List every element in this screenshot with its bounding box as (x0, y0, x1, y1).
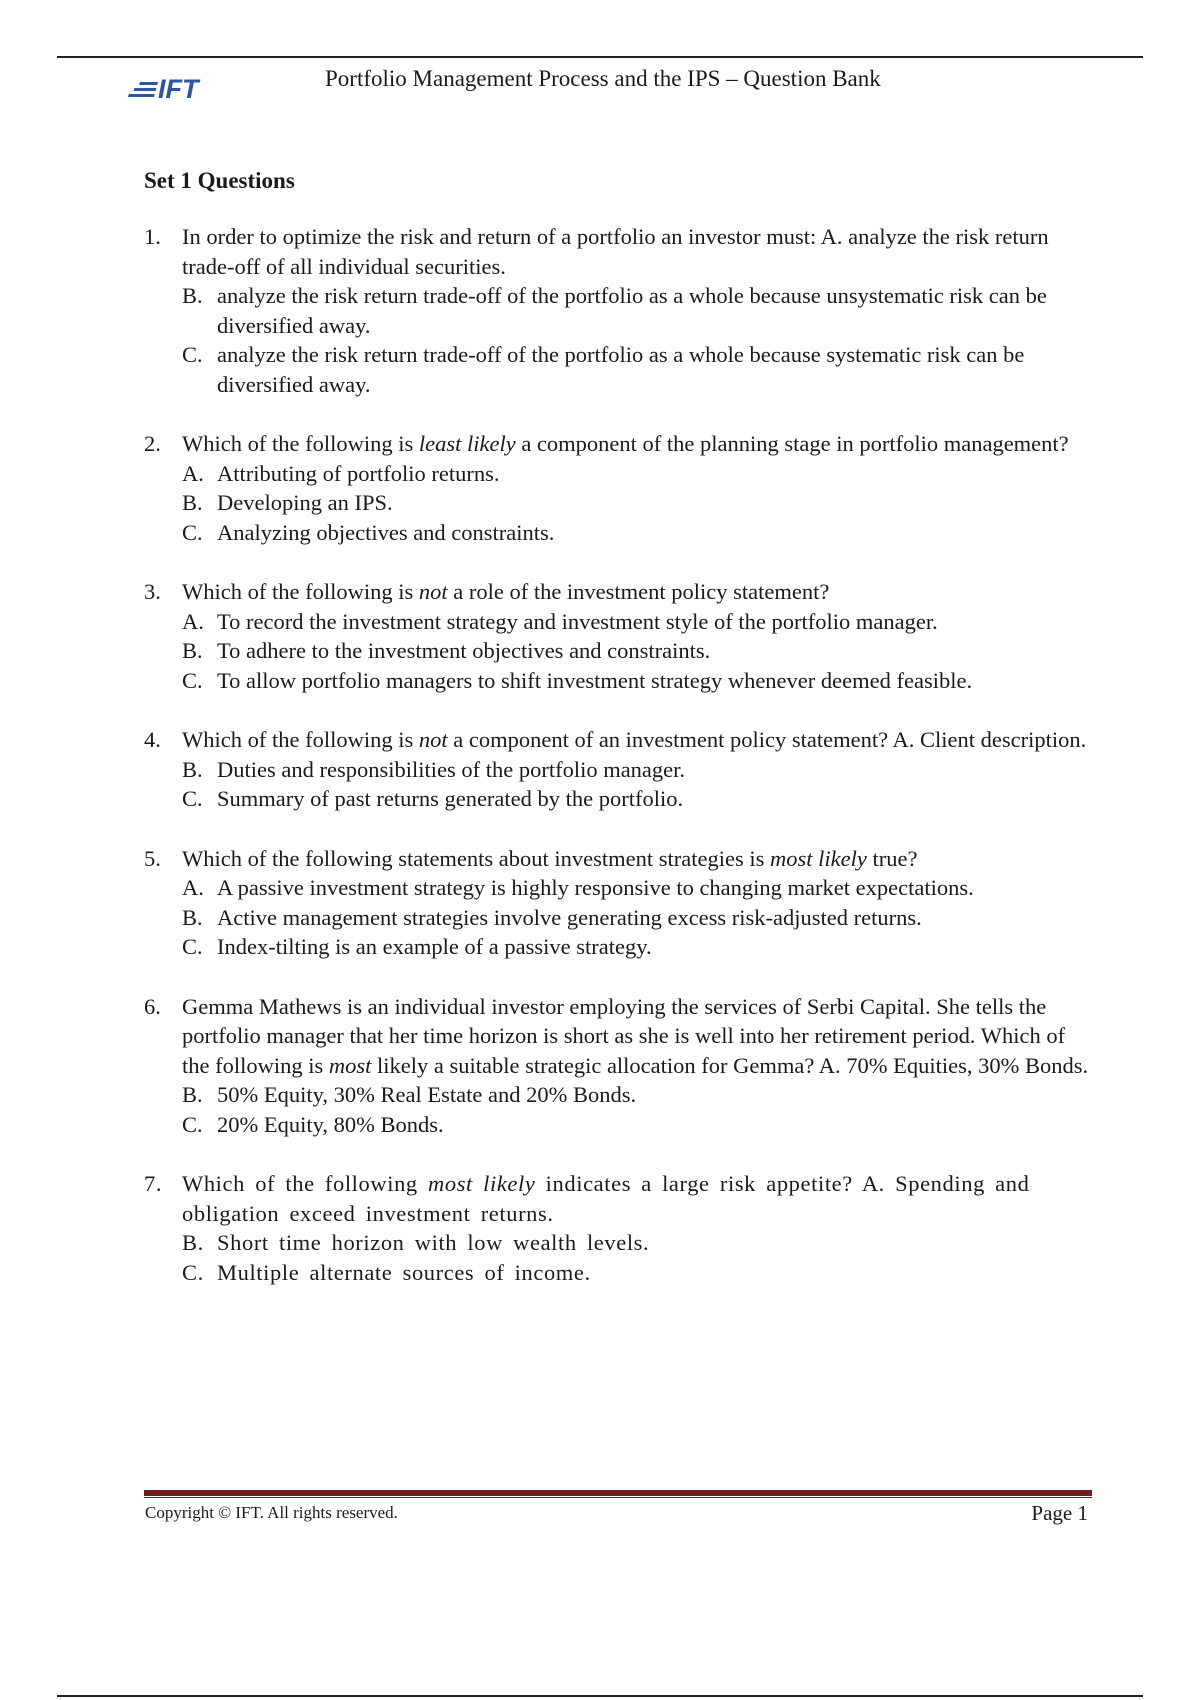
option-text: Attributing of portfolio returns. (217, 460, 500, 486)
logo-text: IFT (158, 73, 199, 104)
option-letter: C. (182, 667, 203, 693)
option-text: analyze the risk return trade-off of the portfolio as a whole because systematic risk can be diversified away. (217, 342, 1025, 397)
answer-option (182, 1228, 1094, 1258)
answer-option (182, 932, 1094, 962)
option-text: To adhere to the investment objectives and constraints. (217, 638, 711, 663)
stem-text: Which of the following statements about investment strategies is (182, 845, 770, 871)
option-letter: B. (182, 1230, 204, 1255)
option-text: Short time horizon with low wealth levels. (217, 1230, 650, 1255)
question-stem (182, 429, 1094, 459)
copyright-text: Copyright © IFT. All rights reserved. (145, 1503, 398, 1522)
option-text: analyze the risk return trade-off of the portfolio as a whole because unsystematic risk can be diversified away. (217, 283, 1047, 338)
question-number: 7. (144, 1171, 163, 1196)
answer-option (182, 903, 1094, 933)
question-number: 2. (144, 431, 161, 456)
stem-text-after: a component of the planning stage in portfolio management? (515, 431, 1069, 456)
stem-text: Which of the following (182, 1171, 428, 1196)
option-letter: C. (182, 519, 203, 545)
top-rule (57, 56, 1143, 58)
question-number: 5. (144, 845, 161, 871)
answer-option (182, 518, 1094, 548)
option-letter: C. (182, 342, 203, 367)
answer-option (182, 1110, 1094, 1140)
option-text: Analyzing objectives and constraints. (217, 519, 555, 545)
option-text: Index-tilting is an example of a passive strategy. (217, 934, 652, 959)
option-letter: B. (182, 638, 203, 663)
option-text: A passive investment strategy is highly responsive to changing market expectations. (217, 875, 974, 900)
logo-bars-icon (128, 82, 158, 97)
page-header (0, 64, 1200, 104)
stem-text: Which of the following is (182, 431, 419, 456)
page-number: Page 1 (1031, 1501, 1088, 1525)
stem-text-after: true? (866, 845, 918, 871)
option-letter: A. (182, 460, 204, 486)
stem-text-after: a component of an investment policy statement? A. Client description. (447, 727, 1087, 752)
question-number: 3. (144, 579, 161, 604)
stem-emphasis: not (418, 727, 448, 752)
answer-option (182, 873, 1094, 903)
footer-rule (144, 1490, 1092, 1496)
ift-logo (130, 74, 220, 104)
option-text: Developing an IPS. (217, 490, 393, 515)
header-title: Portfolio Management Process and the IPS – Question Bank (325, 66, 881, 91)
answer-option (182, 488, 1094, 518)
question-bank-content (144, 168, 1094, 1317)
answer-option (182, 755, 1094, 785)
stem-text-after: a role of the investment policy statement? (447, 579, 830, 604)
option-text: Active management strategies involve generating excess risk-adjusted returns. (217, 904, 922, 930)
answer-option (182, 340, 1094, 399)
option-letter: B. (182, 490, 203, 515)
question-stem (182, 844, 1094, 874)
question-item (144, 577, 1094, 695)
question-number: 6. (144, 993, 161, 1019)
answer-option (182, 281, 1094, 340)
stem-text-after: indicates a large risk appetite? A. Spending and obligation exceed investment returns. (182, 1171, 1030, 1226)
question-item (144, 725, 1094, 814)
stem-emphasis: most likely (770, 845, 867, 871)
option-text: Duties and responsibilities of the portfolio manager. (217, 756, 686, 782)
stem-text: Gemma Mathews is an individual investor employing the services of Serbi Capital. She tells the portfolio manager that her time horizon is short as she is well into her retirement period. Which of the following is (182, 993, 1066, 1078)
option-letter: C. (182, 1111, 203, 1137)
option-text: To record the investment strategy and investment style of the portfolio manager. (217, 608, 938, 634)
answer-option (182, 607, 1094, 637)
question-item (144, 844, 1094, 962)
question-stem (182, 725, 1094, 755)
option-letter: A. (182, 608, 204, 634)
answer-option (182, 784, 1094, 814)
stem-text-after: likely a suitable strategic allocation for Gemma? A. 70% Equities, 30% Bonds. (371, 1052, 1089, 1078)
stem-emphasis: least likely (418, 431, 516, 456)
stem-text: Which of the following is (182, 579, 419, 604)
answer-option (182, 636, 1094, 666)
stem-text: In order to optimize the risk and return of a portfolio an investor must: A. analyze the risk return trade-off of all individual securities. (182, 224, 1049, 279)
stem-emphasis: not (418, 579, 448, 604)
question-number: 1. (144, 224, 161, 249)
option-letter: C. (182, 934, 203, 959)
option-text: 20% Equity, 80% Bonds. (217, 1111, 444, 1137)
question-item (144, 222, 1094, 399)
set-title: Set 1 Questions (144, 168, 295, 193)
question-stem (182, 992, 1094, 1081)
option-text: 50% Equity, 30% Real Estate and 20% Bonds. (217, 1082, 637, 1107)
option-text: Multiple alternate sources of income. (217, 1259, 591, 1285)
question-stem (182, 577, 1094, 607)
stem-emphasis: most likely (428, 1171, 536, 1196)
footer-rule-thin (144, 1497, 1092, 1498)
question-item (144, 992, 1094, 1140)
option-letter: B. (182, 283, 203, 308)
option-letter: C. (182, 1259, 204, 1285)
answer-option (182, 1258, 1094, 1288)
stem-emphasis: most (328, 1052, 372, 1078)
option-text: To allow portfolio managers to shift investment strategy whenever deemed feasible. (217, 667, 973, 693)
option-letter: C. (182, 786, 203, 811)
answer-option (182, 666, 1094, 696)
question-stem (182, 1169, 1094, 1228)
stem-text: Which of the following is (182, 727, 419, 752)
question-number: 4. (144, 727, 161, 752)
question-item (144, 1169, 1094, 1287)
option-letter: B. (182, 756, 203, 782)
bottom-rule (57, 1695, 1143, 1697)
option-letter: A. (182, 875, 204, 900)
answer-option (182, 459, 1094, 489)
question-stem (182, 222, 1094, 281)
option-letter: B. (182, 1082, 203, 1107)
answer-option (182, 1080, 1094, 1110)
option-text: Summary of past returns generated by the portfolio. (217, 786, 684, 811)
question-item (144, 429, 1094, 547)
option-letter: B. (182, 904, 203, 930)
question-list (144, 222, 1094, 1287)
